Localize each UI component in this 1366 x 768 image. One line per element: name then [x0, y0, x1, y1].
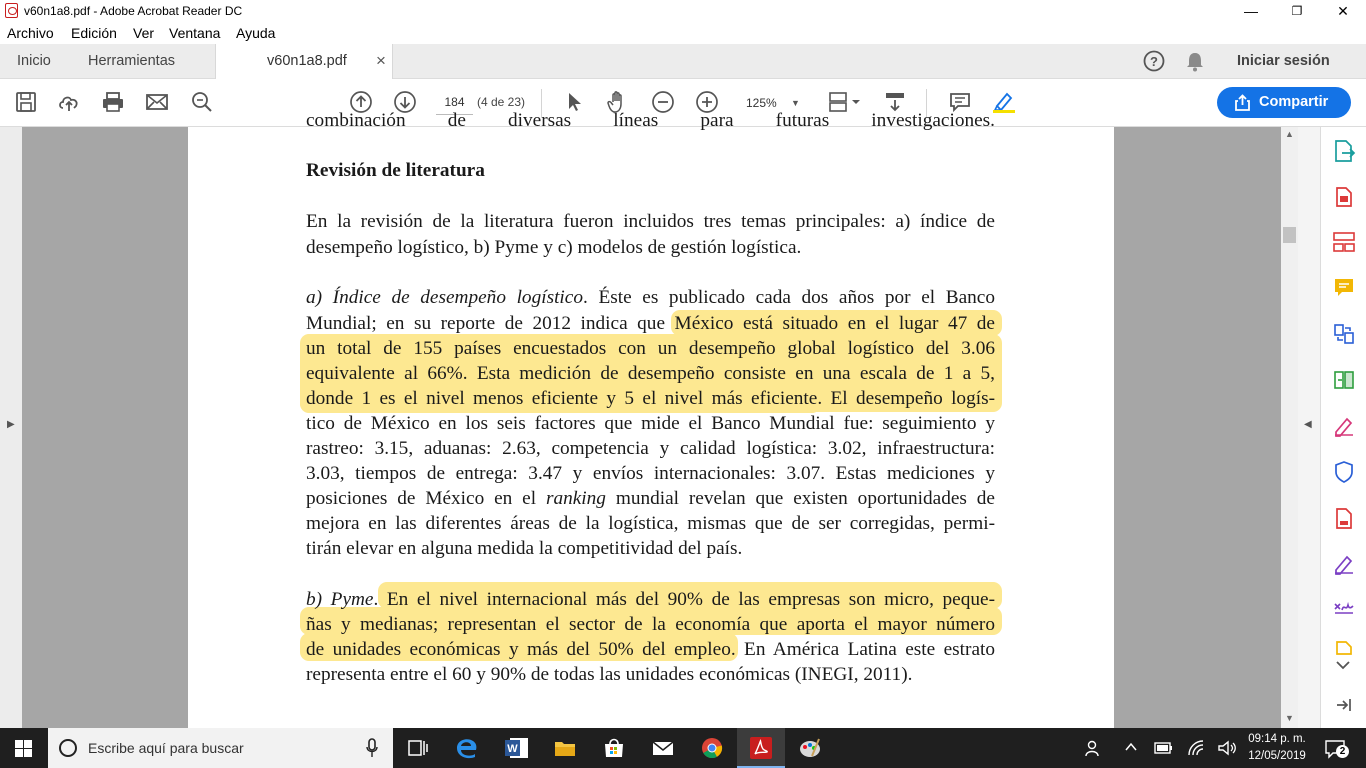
- export-pdf-icon[interactable]: [1332, 139, 1356, 163]
- compare-icon[interactable]: [1332, 368, 1356, 392]
- save-icon[interactable]: [14, 90, 38, 114]
- highlighted-text: En el nivel internacional más del 90% de las empresas son micro, peque-: [386, 589, 995, 610]
- chevron-down-icon[interactable]: [1335, 660, 1351, 670]
- page-number-input[interactable]: 184: [436, 91, 473, 115]
- subsection-label: a) Índice de desempeño logístico: [306, 287, 583, 308]
- upload-cloud-icon[interactable]: [57, 90, 81, 114]
- clock-date: 12/05/2019: [1248, 750, 1306, 762]
- store-icon[interactable]: [602, 736, 626, 760]
- tab-document-label: v60n1a8.pdf: [267, 53, 347, 69]
- signin-link[interactable]: Iniciar sesión: [1237, 53, 1330, 69]
- scroll-down-icon[interactable]: ▼: [1285, 713, 1294, 723]
- text-line: tirán elevar en alguna medida la competitividad del país.: [306, 538, 743, 559]
- scrollbar-thumb[interactable]: [1283, 227, 1296, 243]
- tab-herramientas[interactable]: Herramientas: [88, 53, 176, 69]
- text-span: posiciones de México en el: [306, 488, 546, 509]
- text-line: En la revisión de la literatura fueron incluidos tres temas principales: a) índice de: [306, 211, 995, 232]
- acrobat-pdf-icon: [5, 3, 18, 18]
- create-pdf-icon[interactable]: [1332, 184, 1356, 208]
- left-panel-toggle[interactable]: [0, 127, 22, 728]
- maximize-button[interactable]: ❐: [1291, 4, 1303, 18]
- send-for-signature-icon[interactable]: [1332, 552, 1356, 576]
- tab-close-icon[interactable]: ×: [376, 51, 386, 70]
- text-line: [306, 388, 995, 410]
- search-zoom-icon[interactable]: [190, 90, 214, 114]
- organize-pages-icon[interactable]: [1332, 230, 1356, 254]
- chevron-down-icon: ▼: [791, 98, 800, 108]
- highlighted-text: equivalente al 66%. Esta medición de desempeño consiste en una escala de 1 a 5,: [306, 363, 995, 384]
- text-line: tico de México en los seis factores que mide el Banco Mundial fue: seguimiento y: [306, 413, 995, 434]
- email-icon[interactable]: [145, 90, 169, 114]
- text-line: representa entre el 60 y 90% de todas las unidades económicas (INEGI, 2011).: [306, 664, 913, 685]
- text-line: [306, 639, 995, 661]
- text-line: [306, 589, 995, 611]
- clock-time: 09:14 p. m.: [1248, 733, 1306, 745]
- text-span: .: [373, 589, 387, 610]
- windows-start-icon[interactable]: [15, 740, 32, 757]
- tab-document[interactable]: [215, 44, 393, 79]
- menu-edicion[interactable]: Edición: [71, 25, 117, 41]
- text-span: mundial revelan que existen oportunidades de: [605, 488, 995, 509]
- close-window-button[interactable]: ✕: [1337, 3, 1349, 19]
- help-icon[interactable]: [1143, 50, 1165, 72]
- paint-icon[interactable]: [798, 736, 822, 760]
- pdf-page: [188, 110, 1114, 728]
- menu-ver[interactable]: Ver: [133, 25, 155, 41]
- tab-bar: [0, 44, 1366, 79]
- text-span: Mundial; en su reporte de 2012 indica que: [306, 313, 675, 334]
- acrobat-icon: [749, 736, 773, 760]
- volume-icon[interactable]: [1217, 739, 1237, 757]
- text-line: [306, 313, 995, 335]
- highlighted-text: donde 1 es el nivel menos eficiente y 5 el nivel más eficiente: [306, 388, 818, 409]
- text-line: desempeño logístico, b) Pyme y c) modelos de gestión logística.: [306, 237, 802, 258]
- vertical-scrollbar[interactable]: [1281, 127, 1298, 728]
- chrome-icon[interactable]: [700, 736, 724, 760]
- fill-sign-icon[interactable]: [1332, 414, 1356, 438]
- highlighted-text: México está situado en el lugar 47 de: [674, 313, 995, 334]
- page-count-label: (4 de 23): [477, 95, 526, 109]
- edge-browser-icon[interactable]: [455, 736, 479, 760]
- menu-ventana[interactable]: Ventana: [169, 25, 221, 41]
- minimize-button[interactable]: —: [1244, 3, 1258, 19]
- word-icon[interactable]: [504, 736, 530, 760]
- combine-files-icon[interactable]: [1332, 322, 1356, 346]
- notification-count-badge: 2: [1336, 745, 1349, 758]
- windows-taskbar: [0, 728, 1366, 768]
- highlighted-text: de unidades económicas y más del 50% del empleo: [306, 639, 731, 660]
- share-icon: [1234, 94, 1251, 111]
- show-hidden-icons-icon[interactable]: [1124, 741, 1138, 753]
- task-view-icon[interactable]: [406, 736, 430, 760]
- people-icon[interactable]: [1084, 739, 1102, 757]
- scroll-up-icon[interactable]: ▲: [1285, 129, 1294, 139]
- taskbar-search-input[interactable]: [48, 728, 393, 768]
- collapse-pane-icon[interactable]: [1334, 696, 1352, 714]
- wifi-icon[interactable]: [1187, 739, 1207, 757]
- text-span: . Éste es publicado cada dos años por el Banco: [583, 287, 996, 308]
- zoom-value: 125%: [746, 96, 777, 110]
- highlighted-text: ñas y medianas; representan el sector de la economía que aporta el mayor número: [306, 614, 995, 635]
- edit-pdf-icon[interactable]: [1332, 506, 1356, 530]
- svg-text:W: W: [507, 743, 518, 755]
- acrobat-taskbar-button[interactable]: [737, 728, 785, 768]
- text-line: combinación de diversas líneas para futuras investigaciones.: [306, 110, 995, 131]
- microphone-icon[interactable]: [366, 738, 378, 758]
- file-explorer-icon[interactable]: [553, 736, 577, 760]
- subsection-label: b) Pyme: [306, 589, 374, 610]
- notifications-bell-icon[interactable]: [1185, 51, 1205, 72]
- print-icon[interactable]: [101, 90, 125, 114]
- section-heading: Revisión de literatura: [306, 160, 485, 181]
- title-bar: [0, 0, 1366, 22]
- text-line: [306, 287, 995, 309]
- text-span: . El desempeño logís-: [817, 388, 995, 409]
- share-button[interactable]: [1217, 87, 1351, 118]
- expand-left-icon: ▶: [7, 419, 15, 430]
- search-placeholder: Escribe aquí para buscar: [88, 740, 244, 756]
- mail-icon[interactable]: [651, 736, 675, 760]
- right-panel-toggle[interactable]: [1298, 127, 1320, 728]
- more-tools-icon[interactable]: [1332, 640, 1356, 654]
- highlighted-text: un total de 155 países encuestados con un desempeño global logístico del 3.06: [306, 338, 995, 359]
- italic-text: ranking: [545, 488, 606, 509]
- menu-bar: [0, 22, 1366, 44]
- text-line: 3.03, tiempos de entrega: 3.47 y envíos internacionales: 3.07. Estas mediciones y: [306, 463, 995, 484]
- clock[interactable]: [1244, 731, 1310, 765]
- battery-icon[interactable]: [1154, 741, 1174, 755]
- text-line: [306, 488, 995, 510]
- menu-ayuda[interactable]: Ayuda: [236, 25, 276, 41]
- window-title: v60n1a8.pdf - Adobe Acrobat Reader DC: [24, 4, 243, 18]
- menu-archivo[interactable]: Archivo: [7, 25, 54, 41]
- certificates-icon[interactable]: [1332, 598, 1356, 622]
- text-span: . En América Latina este estrato: [730, 639, 995, 660]
- comment-tool-icon[interactable]: [1332, 276, 1356, 300]
- tools-pane: [1320, 127, 1366, 728]
- text-line: rastreo: 3.15, aduanas: 2.63, competencia y calidad logística: 3.02, infraestructura:: [306, 438, 995, 459]
- text-line: mejora en las diferentes áreas de la logística, mismas que de ser corregidas, permi-: [306, 513, 995, 534]
- share-label: Compartir: [1259, 94, 1329, 110]
- collapse-right-icon: ◀: [1304, 419, 1312, 430]
- action-center-icon[interactable]: [1324, 738, 1346, 760]
- svg-text:?: ?: [1150, 54, 1158, 69]
- protect-icon[interactable]: [1332, 460, 1356, 484]
- tab-inicio[interactable]: Inicio: [17, 53, 51, 69]
- search-icon: [58, 738, 78, 758]
